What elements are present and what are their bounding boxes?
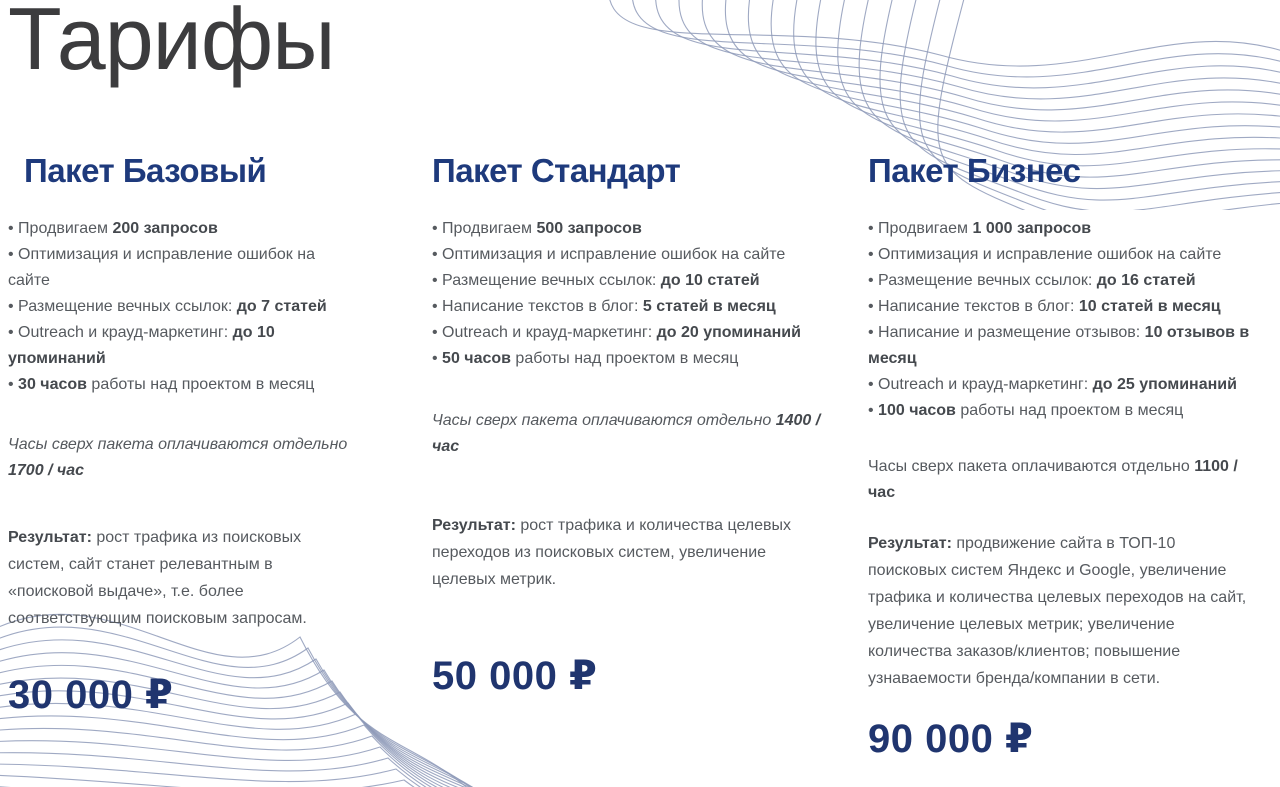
feature-item — [8, 320, 353, 372]
feature-item — [432, 294, 832, 320]
text-segment: Часы сверх пакета оплачиваются отдельно — [8, 436, 348, 453]
feature-item — [432, 216, 832, 242]
text-segment: Оптимизация и исправление ошибок на сайте — [8, 246, 315, 289]
text-segment: Оптимизация и исправление ошибок на сайте — [442, 246, 786, 263]
package-hours-note — [432, 408, 832, 460]
text-segment: Размещение вечных ссылок: — [878, 272, 1097, 289]
feature-item — [8, 294, 353, 320]
feature-item — [432, 268, 832, 294]
text-segment: до 25 упоминаний — [1092, 376, 1237, 393]
text-segment: 1 000 запросов — [972, 220, 1092, 237]
text-segment: до 10 упоминаний — [8, 324, 275, 367]
text-segment: 10 отзывов в месяц — [868, 324, 1250, 367]
text-segment: Оптимизация и исправление ошибок на сайте — [878, 246, 1222, 263]
package-name: Пакет Бизнес — [868, 152, 1081, 189]
text-segment: до 7 статей — [236, 298, 327, 315]
text-segment: Результат: — [8, 529, 92, 546]
feature-item — [868, 398, 1252, 424]
package-price: 90 000 ₽ — [868, 717, 1034, 761]
text-segment: 500 запросов — [536, 220, 642, 237]
text-segment: Часы сверх пакета оплачиваются отдельно — [432, 412, 776, 429]
feature-item — [868, 320, 1252, 372]
text-segment: Продвигаем — [878, 220, 973, 237]
package-price: 50 000 ₽ — [432, 654, 598, 698]
package-price: 30 000 ₽ — [8, 673, 174, 717]
feature-item — [868, 242, 1252, 268]
feature-item — [432, 346, 832, 372]
package-card — [8, 150, 353, 718]
text-segment: Размещение вечных ссылок: — [442, 272, 661, 289]
text-segment: до 16 статей — [1096, 272, 1196, 289]
text-segment: Outreach и крауд-маркетинг: — [878, 376, 1093, 393]
package-card — [868, 150, 1252, 762]
package-hours-note — [868, 454, 1252, 506]
package-result — [432, 512, 832, 593]
text-segment: Результат: — [868, 535, 952, 552]
text-segment: Продвигаем — [18, 220, 113, 237]
feature-item — [432, 242, 832, 268]
text-segment: Размещение вечных ссылок: — [18, 298, 237, 315]
text-segment: Часы сверх пакета оплачиваются отдельно — [868, 458, 1195, 475]
text-segment: Написание и размещение отзывов: — [878, 324, 1145, 341]
package-name: Пакет Стандарт — [432, 152, 681, 189]
package-hours-note — [8, 432, 353, 484]
text-segment: 1400 / час — [432, 412, 821, 455]
package-card — [432, 150, 832, 699]
text-segment: рост трафика и количества целевых переходов из поисковых систем, увеличение целевых метрик. — [432, 517, 792, 588]
text-segment: Outreach и крауд-маркетинг: — [442, 324, 657, 341]
text-segment: 30 часов — [18, 376, 87, 393]
text-segment: продвижение сайта в ТОП-10 поисковых систем Яндекс и Google, увеличение трафика и количества целевых переходов на сайт, увеличение целевых метрик; увеличение количества заказов/клиентов; повышение узнаваемости бренда/компании в сети. — [868, 535, 1247, 687]
feature-item — [868, 268, 1252, 294]
text-segment: до 20 упоминаний — [656, 324, 801, 341]
text-segment: 200 запросов — [112, 220, 218, 237]
text-segment: 100 часов — [878, 402, 956, 419]
package-result — [868, 530, 1252, 692]
text-segment: работы над проектом в месяц — [955, 402, 1184, 419]
feature-item — [8, 242, 353, 294]
feature-item — [868, 294, 1252, 320]
package-result — [8, 524, 353, 632]
text-segment: Написание текстов в блог: — [442, 298, 643, 315]
package-name: Пакет Базовый — [24, 152, 267, 189]
text-segment: работы над проектом в месяц — [510, 350, 739, 367]
feature-item — [8, 372, 353, 398]
page-title: Тарифы — [8, 0, 335, 88]
package-feature-list — [8, 216, 353, 398]
package-feature-list — [868, 216, 1252, 424]
text-segment: Outreach и крауд-маркетинг: — [18, 324, 233, 341]
text-segment: рост трафика из поисковых систем, сайт станет релевантным в «поисковой выдаче», т.е. более соответствующим поисковым запросам. — [8, 529, 307, 627]
text-segment: 50 часов — [442, 350, 511, 367]
text-segment: Продвигаем — [442, 220, 537, 237]
package-feature-list — [432, 216, 832, 372]
text-segment: 10 статей в месяц — [1078, 298, 1221, 315]
feature-item — [432, 320, 832, 346]
text-segment: 1100 / час — [868, 458, 1238, 501]
feature-item — [868, 372, 1252, 398]
text-segment: Написание текстов в блог: — [878, 298, 1079, 315]
text-segment: 5 статей в месяц — [642, 298, 776, 315]
feature-item — [8, 216, 353, 242]
text-segment: Результат: — [432, 517, 516, 534]
text-segment: до 10 статей — [660, 272, 760, 289]
text-segment: 1700 / час — [8, 462, 85, 479]
text-segment: работы над проектом в месяц — [86, 376, 315, 393]
feature-item — [868, 216, 1252, 242]
